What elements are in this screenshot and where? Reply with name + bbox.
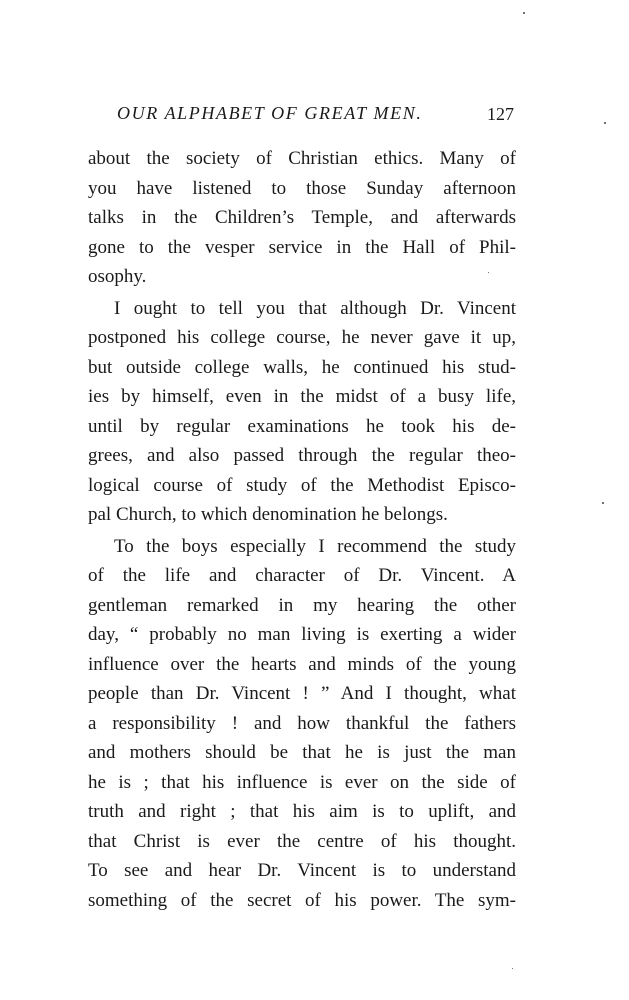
text-line: about the society of Christian ethics. Many of bbox=[88, 148, 516, 169]
running-title: OUR ALPHABET OF GREAT MEN. bbox=[117, 103, 423, 123]
text-line: To see and hear Dr. Vincent is to understand bbox=[88, 860, 516, 881]
running-head bbox=[117, 100, 517, 128]
text-line: day, “ probably no man living is exerting a wider bbox=[88, 624, 516, 645]
text-line: a responsibility ! and how thankful the fathers bbox=[88, 712, 516, 734]
text-line: grees, and also passed through the regular theo- bbox=[88, 445, 516, 466]
scan-speck bbox=[523, 12, 525, 14]
paragraph-1 bbox=[88, 144, 516, 292]
text-line: osophy. bbox=[88, 266, 147, 287]
text-line: something of the secret of his power. The sym- bbox=[88, 889, 516, 911]
text-line: he is ; that his influence is ever on the side of bbox=[88, 771, 516, 793]
text-line: influence over the hearts and minds of the young bbox=[88, 653, 516, 675]
text-line: gone to the vesper service in the Hall of Phil- bbox=[88, 236, 516, 258]
text-line: until by regular examinations he took his de- bbox=[88, 415, 516, 437]
text-line: and mothers should be that he is just the man bbox=[88, 742, 516, 763]
paragraph-3 bbox=[88, 532, 516, 916]
scan-speck bbox=[602, 502, 604, 504]
text-line: I ought to tell you that although Dr. Vincent bbox=[114, 297, 516, 319]
body-text bbox=[88, 144, 516, 915]
text-line: ies by himself, even in the midst of a busy life, bbox=[88, 386, 516, 407]
scan-speck bbox=[512, 968, 513, 969]
text-line: truth and right ; that his aim is to uplift, and bbox=[88, 801, 516, 822]
text-line: logical course of study of the Methodist Episco- bbox=[88, 474, 516, 496]
text-line: pal Church, to which denomination he belongs. bbox=[88, 504, 448, 525]
scan-speck bbox=[604, 122, 606, 124]
page-number: 127 bbox=[487, 104, 514, 124]
text-line: talks in the Children’s Temple, and afterwards bbox=[88, 207, 516, 228]
text-line: To the boys especially I recommend the study bbox=[114, 535, 516, 557]
text-line: that Christ is ever the centre of his thought. bbox=[88, 830, 516, 852]
scan-speck bbox=[488, 272, 489, 273]
text-line: people than Dr. Vincent ! ” And I thought, what bbox=[88, 683, 516, 704]
text-line: postponed his college course, he never gave it up, bbox=[88, 327, 516, 348]
text-line: but outside college walls, he continued his stud- bbox=[88, 356, 516, 378]
text-line: of the life and character of Dr. Vincent. A bbox=[88, 565, 516, 586]
text-line: you have listened to those Sunday afternoon bbox=[88, 177, 516, 199]
text-line: gentleman remarked in my hearing the other bbox=[88, 594, 516, 616]
paragraph-2 bbox=[88, 294, 516, 530]
